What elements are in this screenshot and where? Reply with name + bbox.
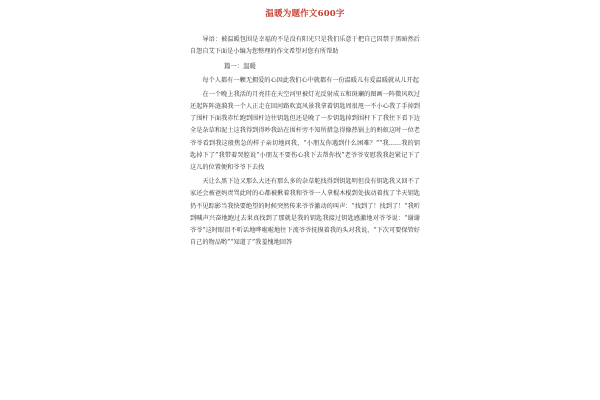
section-heading: 篇一：温暖 [224, 62, 256, 71]
body-paragraph-2: 在一个晚上我活的月亮挂在天空河里被灯光反射成五和斑斓的图画一阵微风吹过还起阵阵涟漪我一个人正走在回河路吹寞风景我拿着钥匙周很甩一不小心我了手掉到了围杆下面我赤忙跑到围杆边往钥匙但还是晚了一步钥匙掉到围杆下了我往下看下边全是杂草和泥土这我得到得吵我站在围杆旁不知所措急得像热锅上的蚂蚁这时一位老爷爷看到我这般焦急的样子亲切地问我，“小朋友你遇到什么困难？”“我……我的钥匙掉下了”我带着哭腔说“小朋友不要伤心我下去帮你找”老爷爷安慰我我赶紧记下了这儿的位置便和爷爷下去找 [190, 90, 420, 172]
body-paragraph-1: 每个人都有一颗无拥爱的心因此我们心中就都有一份温暖儿有爱温暖就从儿开起 [202, 76, 419, 84]
body-paragraph-3: 天让么黑下边又那么大还有那么多的杂草舵找得到钥匙明但没有钥匙我又回不了家还会被爸妈责骂此时的心都被揪着我和爷爷一人拿棍木棍到处拔动着找了半天钥匙仍不见踪影当我快要绝望的时候突然传来爷爷激动的叫声：“找到了！找到了！”我听到喊声兴奋地跑过去果真找到了那就是我的钥匙我接过钥匙感激地对爷爷说：“谢谢爷爷”这时眼泪不听话地哗啦啦地往下流爷爷抚摸着我的头对我说，“下次可要保管好自己的物品哟”“知道了”我羞愧地回答 [190, 178, 420, 247]
document-title: 温暖为题作文600字 [265, 9, 345, 19]
intro-paragraph: 导语：被温暖包围是幸福的不是没有阳光只是我们乐意于把自己囚禁于黑暗然后自怨自艾下面是小编为您整理的作文希望对您有所帮助 [190, 36, 420, 56]
